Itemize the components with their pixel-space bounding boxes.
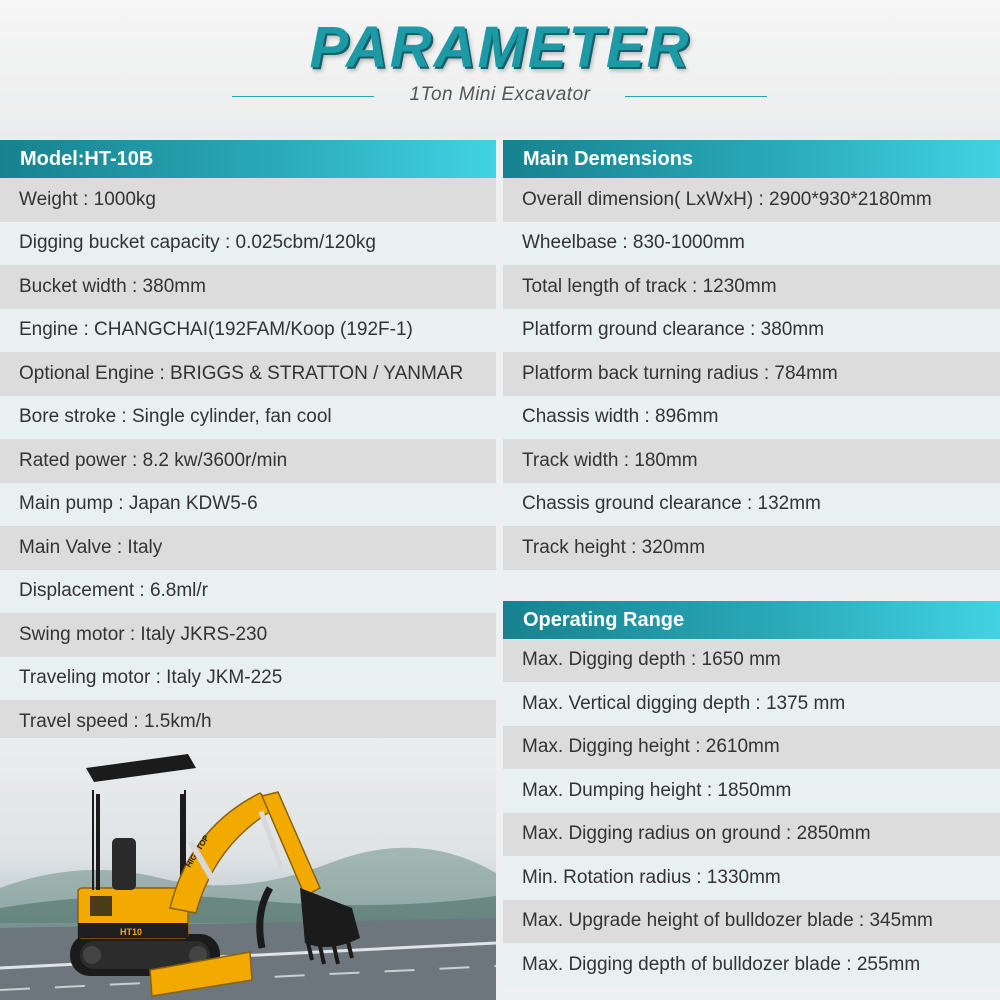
model-spec-row: Rated power : 8.2 kw/3600r/min bbox=[0, 439, 496, 483]
operating-range-header: Operating Range bbox=[503, 601, 1000, 639]
operating-range-row: Max. Digging depth of bulldozer blade : 255mm bbox=[503, 943, 1000, 987]
main-dimensions-header: Main Demensions bbox=[503, 140, 1000, 178]
model-spec-row: Bore stroke : Single cylinder, fan cool bbox=[0, 396, 496, 440]
model-spec-list bbox=[0, 178, 496, 744]
operating-range-row: Min. Rotation radius : 1330mm bbox=[503, 856, 1000, 900]
model-spec-row: Main Valve : Italy bbox=[0, 526, 496, 570]
operating-range-row: Max. Digging height : 2610mm bbox=[503, 726, 1000, 770]
operating-range-row: Max. Vertical digging depth : 1375 mm bbox=[503, 682, 1000, 726]
model-spec-row: Main pump : Japan KDW5-6 bbox=[0, 483, 496, 527]
model-spec-row: Traveling motor : Italy JKM-225 bbox=[0, 657, 496, 701]
model-spec-row: Travel speed : 1.5km/h bbox=[0, 700, 496, 744]
operating-range-row: Max. Digging depth : 1650 mm bbox=[503, 639, 1000, 683]
excavator-illustration bbox=[0, 738, 496, 1000]
main-dimensions-list bbox=[503, 178, 1000, 570]
model-spec-row: Displacement : 6.8ml/r bbox=[0, 570, 496, 614]
dimension-row: Platform ground clearance : 380mm bbox=[503, 309, 1000, 353]
machine-label: HT10 bbox=[120, 927, 143, 937]
model-spec-panel bbox=[0, 140, 496, 744]
operating-range-list bbox=[503, 639, 1000, 987]
dimensions-panel bbox=[503, 140, 1000, 987]
model-spec-row: Digging bucket capacity : 0.025cbm/120kg bbox=[0, 222, 496, 266]
model-spec-row: Optional Engine : BRIGGS & STRATTON / YANMAR bbox=[0, 352, 496, 396]
operating-range-row: Max. Dumping height : 1850mm bbox=[503, 769, 1000, 813]
model-spec-row: Bucket width : 380mm bbox=[0, 265, 496, 309]
model-spec-row: Swing motor : Italy JKRS-230 bbox=[0, 613, 496, 657]
subtitle-divider-left bbox=[232, 96, 374, 97]
dimension-row: Track height : 320mm bbox=[503, 526, 1000, 570]
dimension-row: Track width : 180mm bbox=[503, 439, 1000, 483]
dimension-row: Wheelbase : 830-1000mm bbox=[503, 222, 1000, 266]
model-header: Model:HT-10B bbox=[0, 140, 496, 178]
subtitle-divider-right bbox=[625, 96, 767, 97]
dimension-row: Chassis ground clearance : 132mm bbox=[503, 483, 1000, 527]
title-banner bbox=[0, 0, 1000, 140]
section-gap bbox=[503, 570, 1000, 601]
dimension-row: Platform back turning radius : 784mm bbox=[503, 352, 1000, 396]
operating-range-row: Max. Digging radius on ground : 2850mm bbox=[503, 813, 1000, 857]
dimension-row: Total length of track : 1230mm bbox=[503, 265, 1000, 309]
operating-range-row: Max. Upgrade height of bulldozer blade : 345mm bbox=[503, 900, 1000, 944]
excavator-photo bbox=[0, 738, 496, 1000]
model-spec-row: Engine : CHANGCHAI(192FAM/Koop (192F-1) bbox=[0, 309, 496, 353]
page-subtitle: 1Ton Mini Excavator bbox=[409, 84, 591, 105]
model-spec-row: Weight : 1000kg bbox=[0, 178, 496, 222]
dimension-row: Chassis width : 896mm bbox=[503, 396, 1000, 440]
dimension-row: Overall dimension( LxWxH) : 2900*930*2180mm bbox=[503, 178, 1000, 222]
page-title: PARAMETER bbox=[309, 15, 691, 80]
subtitle-row bbox=[0, 84, 1000, 108]
